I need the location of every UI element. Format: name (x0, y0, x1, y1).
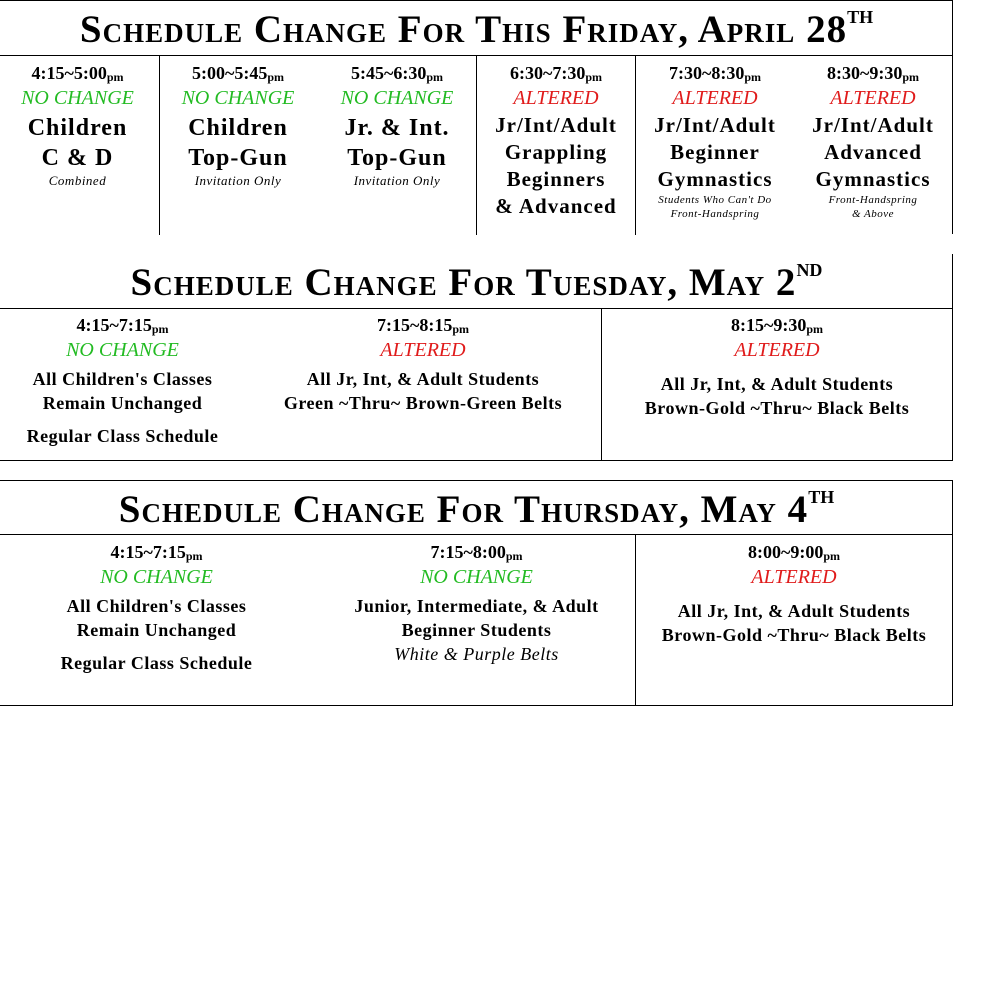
slot-status: NO CHANGE (181, 87, 295, 109)
thursday-slot-1 (0, 543, 313, 675)
slot-time: $7:15\sim 8:00_{pm}$ (430, 542, 523, 563)
tuesday-slot-2 (245, 316, 601, 415)
slot-status: ALTERED (380, 339, 466, 361)
slot-status: NO CHANGE (21, 87, 134, 109)
slot-status: ALTERED (830, 87, 916, 109)
friday-slot-1 (0, 64, 155, 188)
class-description: Brown-Gold ~Thru~ Black Belts (661, 625, 927, 645)
class-name: Jr. & Int. (344, 115, 450, 141)
slot-status: ALTERED (513, 87, 599, 109)
class-description: All Children's Classes (32, 369, 213, 389)
slot-status: ALTERED (734, 339, 820, 361)
class-description: Beginner Students (401, 620, 552, 640)
friday-slot-3 (318, 64, 476, 188)
slot-time: $5:45\sim 6:30_{pm}$ (350, 63, 444, 84)
friday-title: Schedule Change For This Friday, April 28TH (79, 7, 874, 51)
thursday-top-border (0, 480, 953, 481)
class-name: & Advanced (495, 194, 617, 218)
class-name: Advanced (824, 140, 922, 164)
class-note: Students Who Can't Do (658, 194, 772, 206)
tuesday-title-divider (0, 308, 953, 309)
slot-time: $8:15\sim 9:30_{pm}$ (730, 315, 824, 336)
friday-slot-6 (794, 64, 952, 221)
class-name: Top-Gun (347, 145, 447, 171)
class-name: Beginners (506, 167, 606, 191)
thursday-title: Schedule Change For Thursday, May 4TH (118, 487, 835, 531)
class-name: Jr/Int/Adult (495, 113, 617, 137)
slot-time: $4:15\sim 7:15_{pm}$ (76, 315, 169, 336)
class-description: Remain Unchanged (42, 393, 203, 413)
class-note: Invitation Only (194, 173, 282, 188)
friday-slot-5 (636, 64, 794, 221)
slot-time: $8:00\sim 9:00_{pm}$ (747, 542, 841, 563)
class-name: Top-Gun (188, 145, 288, 171)
slot-time: $8:30\sim 9:30_{pm}$ (826, 63, 920, 84)
tuesday-title: Schedule Change For Tuesday, May 2ND (130, 260, 823, 304)
class-description: White & Purple Belts (394, 644, 559, 664)
slot-time: $4:15\sim 5:00_{pm}$ (31, 63, 124, 84)
slot-status: ALTERED (751, 566, 837, 588)
friday-top-border (0, 0, 953, 1)
slot-status: NO CHANGE (340, 87, 454, 109)
class-description: Junior, Intermediate, & Adult (354, 596, 599, 616)
class-name: Grappling (504, 140, 608, 164)
class-name: Gymnastics (815, 167, 931, 191)
class-note: & Above (851, 208, 895, 220)
class-description: All Jr, Int, & Adult Students (660, 374, 894, 394)
slot-status: NO CHANGE (66, 339, 179, 361)
slot-time: $4:15\sim 7:15_{pm}$ (110, 542, 203, 563)
class-description: Regular Class Schedule (60, 653, 253, 673)
slot-time: $6:30\sim 7:30_{pm}$ (509, 63, 603, 84)
class-description: Green ~Thru~ Brown-Green Belts (283, 393, 563, 413)
friday-slot-4 (477, 64, 635, 220)
tuesday-bottom-border (0, 460, 953, 461)
slot-status: ALTERED (672, 87, 758, 109)
thursday-title-divider (0, 534, 953, 535)
slot-time: $5:00\sim 5:45_{pm}$ (191, 63, 285, 84)
class-description: All Children's Classes (66, 596, 247, 616)
class-note: Front-Handspring (828, 194, 918, 206)
thursday-slot-2 (318, 543, 635, 666)
slot-time: $7:15\sim 8:15_{pm}$ (376, 315, 470, 336)
thursday-slot-3 (636, 543, 952, 647)
tuesday-slot-3 (602, 316, 952, 420)
class-note: Front-Handspring (670, 208, 760, 220)
slot-status: NO CHANGE (420, 566, 533, 588)
class-description: All Jr, Int, & Adult Students (677, 601, 911, 621)
class-note: Invitation Only (353, 173, 441, 188)
class-name: C & D (41, 145, 114, 171)
class-description: All Jr, Int, & Adult Students (306, 369, 540, 389)
friday-slot-2 (159, 64, 317, 188)
class-name: Jr/Int/Adult (812, 113, 934, 137)
class-description: Brown-Gold ~Thru~ Black Belts (644, 398, 910, 418)
class-name: Children (27, 115, 128, 141)
class-description: Regular Class Schedule (26, 426, 219, 446)
class-description: Remain Unchanged (76, 620, 237, 640)
class-name: Children (188, 115, 288, 141)
class-name: Jr/Int/Adult (654, 113, 776, 137)
tuesday-slot-1 (0, 316, 245, 448)
slot-status: NO CHANGE (100, 566, 213, 588)
slot-time: $7:30\sim 8:30_{pm}$ (668, 63, 762, 84)
class-name: Gymnastics (657, 167, 773, 191)
class-name: Beginner (670, 140, 760, 164)
thursday-bottom-border (0, 705, 953, 706)
class-note: Combined (48, 173, 107, 188)
